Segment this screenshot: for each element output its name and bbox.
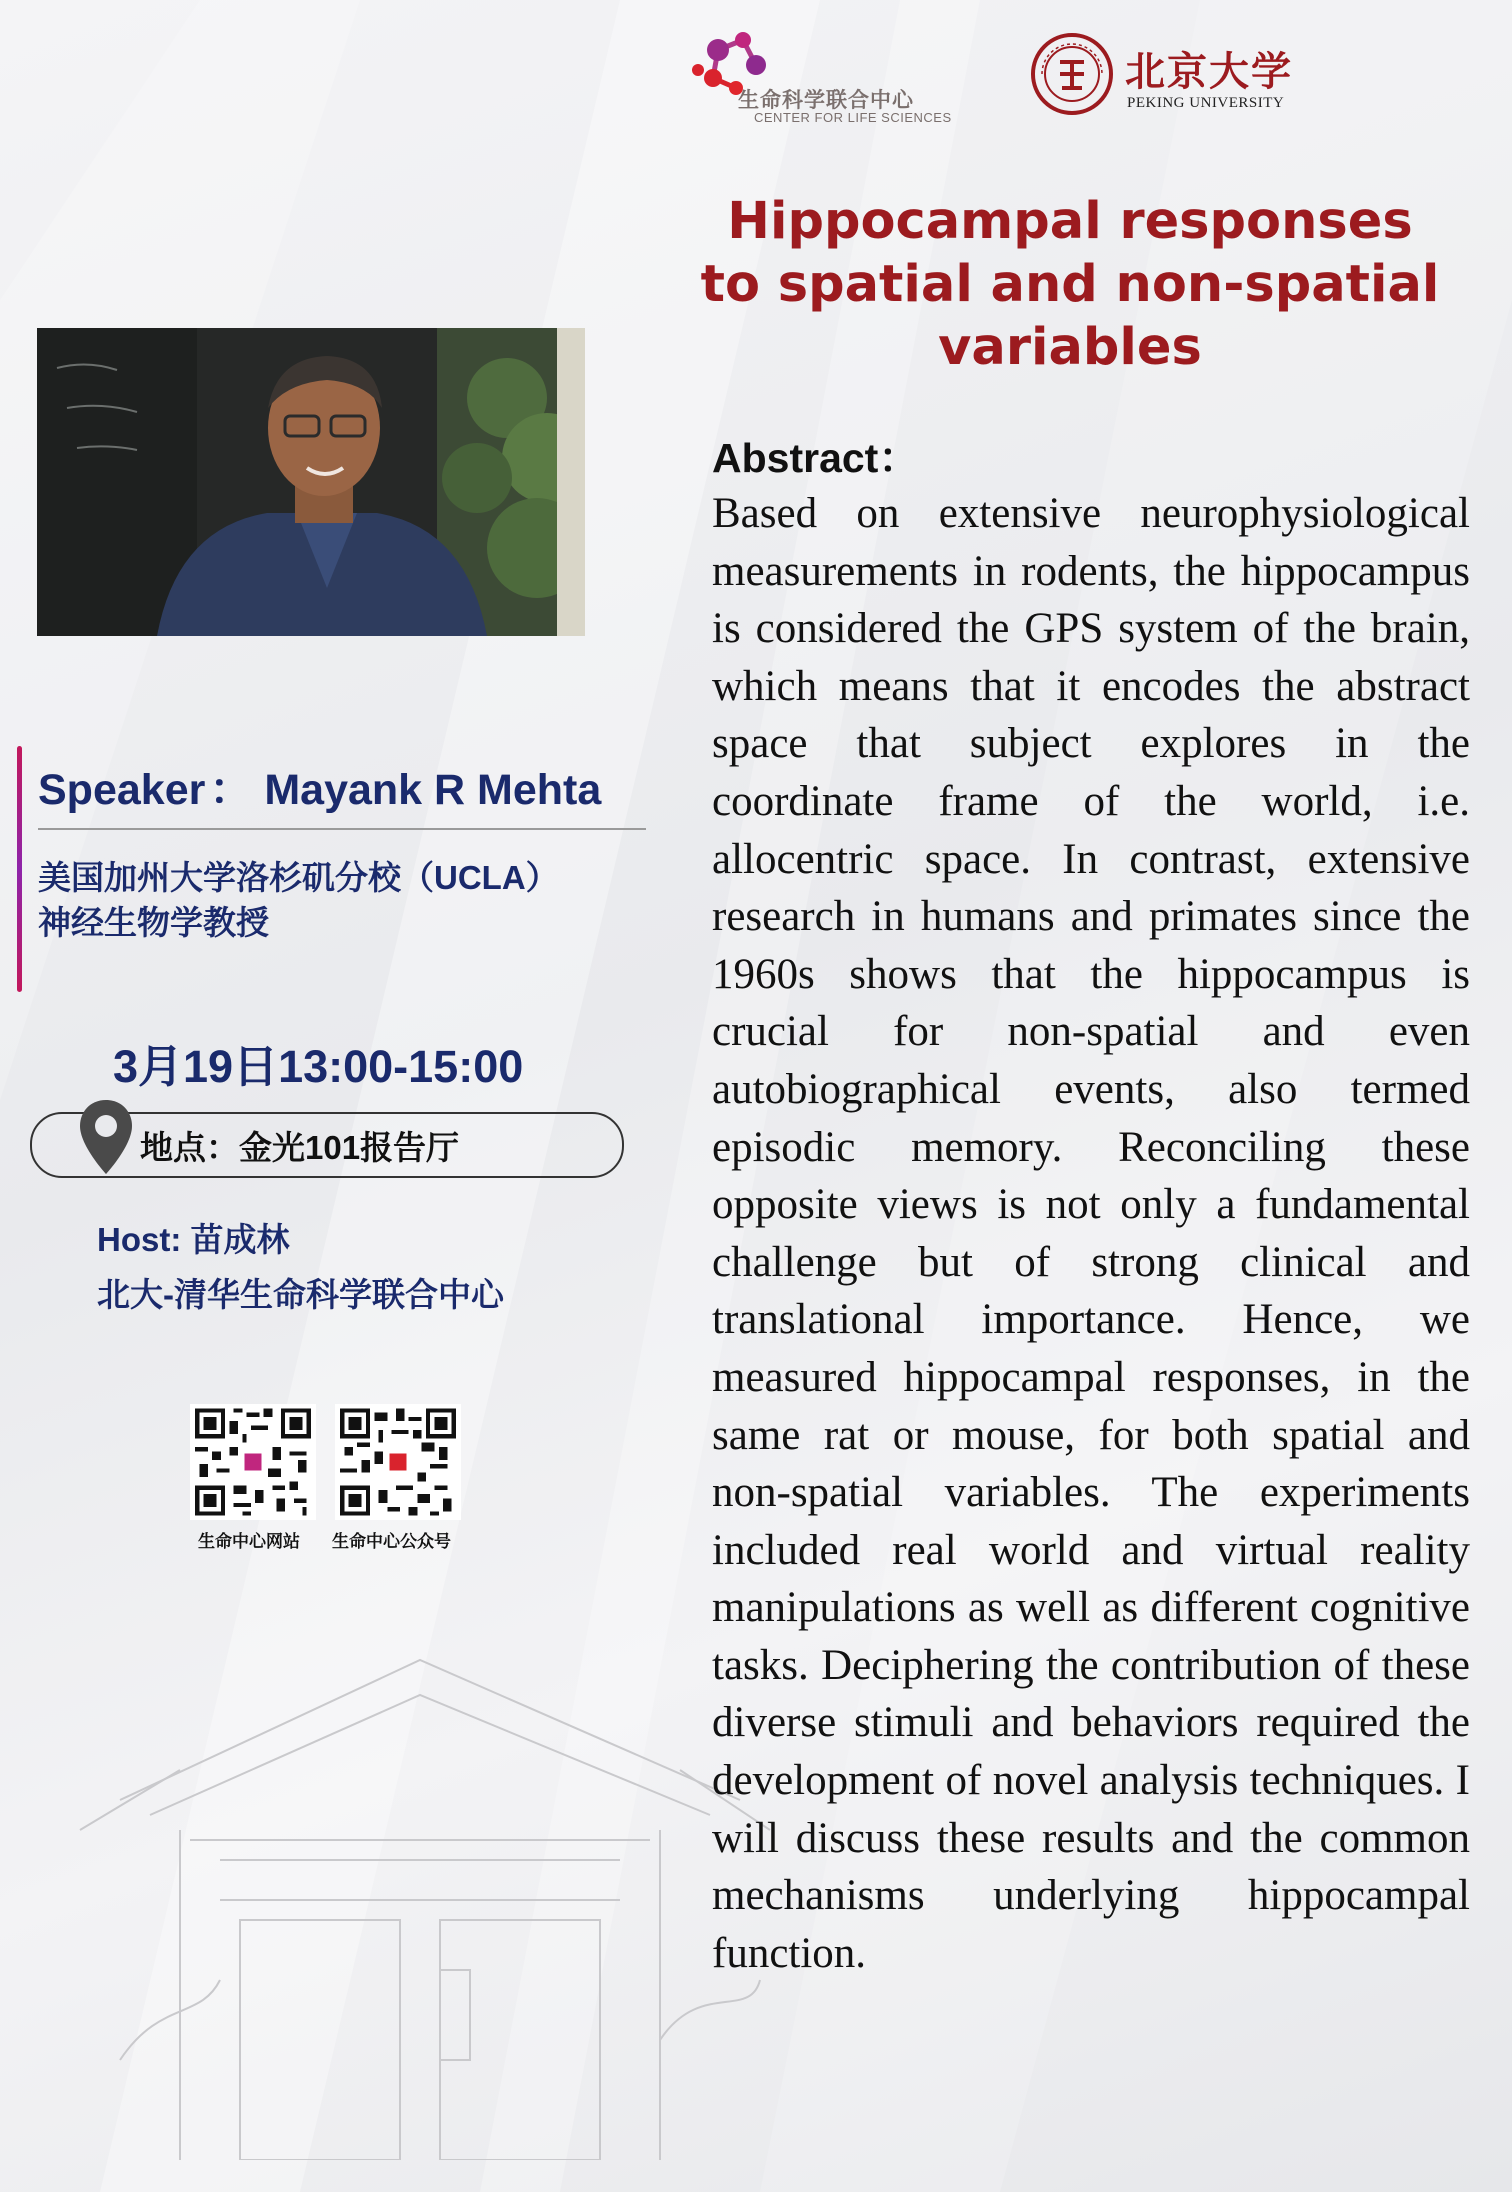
speaker-accent-bar (17, 746, 22, 992)
website-qr-caption: 生命中心网站 (198, 1532, 300, 1551)
website-qr-code[interactable] (190, 1404, 316, 1520)
pku-logo-chinese: 北京大学 (1125, 48, 1293, 95)
speaker-divider (38, 828, 646, 830)
abstract-heading: Abstract： (712, 435, 920, 481)
pku-logo-english: PEKING UNIVERSITY (1127, 95, 1285, 111)
talk-title: Hippocampal responses to spatial and non-spatial variables (700, 192, 1440, 377)
center-logo-english: CENTER FOR LIFE SCIENCES (754, 110, 952, 125)
peking-university-logo (1030, 32, 1330, 122)
abstract-body: Based on extensive neurophysiological measurements in rodents, the hippocampus is considered the GPS system of the brain, which means that it encodes the abstract space that subject explores in the coordinate frame of the world, i.e. allocentric space. In contrast, extensive research in humans and primates since the 1960s shows that the hippocampus is crucial for non-spatial and even autobiographical events, also termed episodic memory. Reconciling these opposite views is not only a fundamental challenge but of strong clinical and translational importance. Hence, we measured hippocampal responses, in the same rat or mouse, for both spatial and non-spatial variables. The experiments included real world and virtual reality manipulations as well as different cognitive tasks. Deciphering the contribution of these diverse stimuli and behaviors required the development of novel analysis techniques. I will discuss these results and the common mechanisms underlying hippocampal function. (712, 490, 1470, 1977)
affiliation-line-1: 美国加州大学洛杉矶分校（UCLA） (38, 859, 559, 896)
location-pin-icon (76, 1098, 136, 1178)
host-info (97, 1212, 504, 1322)
host-line-2: 北大-清华生命科学联合中心 (97, 1276, 504, 1313)
speaker-photo (37, 328, 585, 636)
gate-illustration (60, 1600, 780, 2160)
center-logo-chinese: 生命科学联合中心 (738, 89, 914, 112)
speaker-separator: ： (209, 766, 253, 814)
affiliation-line-2: 神经生物学教授 (38, 904, 269, 941)
speaker-portrait-illustration (37, 328, 585, 636)
wechat-qr-code[interactable] (335, 1404, 461, 1520)
event-datetime: 3月19日13:00-15:00 (113, 1041, 524, 1092)
wechat-qr-caption: 生命中心公众号 (332, 1532, 451, 1551)
speaker-label: Speaker (38, 766, 206, 814)
pku-seal-icon (1030, 32, 1114, 116)
speaker-affiliation (38, 855, 559, 945)
center-for-life-sciences-logo (688, 30, 952, 125)
host-line-1: Host: 苗成林 (97, 1221, 290, 1258)
event-location: 地点：金光101报告厅 (140, 1129, 460, 1166)
speaker-heading (38, 756, 601, 817)
speaker-name: Mayank R Mehta (264, 766, 602, 814)
